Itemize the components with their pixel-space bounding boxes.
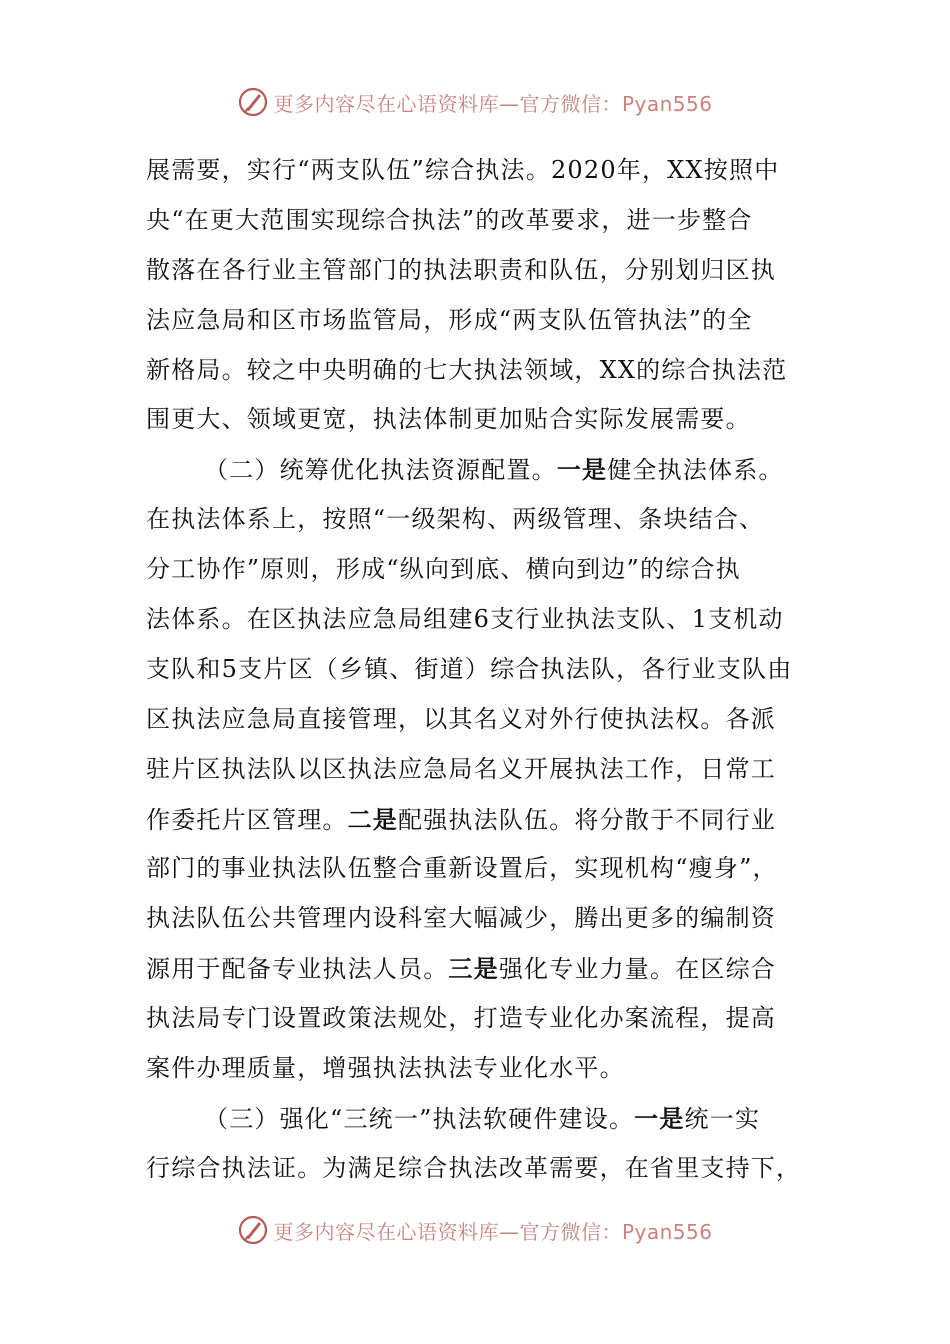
- text-line: [146, 595, 806, 645]
- bold-lead-text: 三是: [448, 954, 499, 984]
- bold-lead-text: 一是: [634, 1103, 685, 1133]
- text-span: 新格局。较之中央明确的七大执法领域，XX的综合执法范: [146, 355, 788, 384]
- text-span: 执法局专门设置政策法规处，打造专业化办案流程，提高: [146, 1004, 776, 1033]
- text-span: 散落在各行业主管部门的执法职责和队伍，分别划归区执: [146, 255, 776, 284]
- bold-lead-text: 二是: [347, 804, 399, 834]
- text-span: 支队和5支片区（乡镇、街道）综合执法队，各行业支队由: [146, 654, 793, 683]
- bold-lead-text: 一是: [556, 455, 608, 485]
- text-span: 健全执法体系。: [607, 456, 784, 485]
- text-span: 源用于配备专业执法人员。: [146, 955, 449, 984]
- text-line: [146, 795, 806, 845]
- text-line: [146, 695, 806, 745]
- quill-logo-icon: [237, 86, 269, 118]
- text-span: 分工协作”原则，形成“纵向到底、横向到边”的综合执: [146, 555, 741, 584]
- document-body: [146, 146, 806, 1194]
- text-line: [146, 745, 806, 795]
- header-watermark-banner: [0, 82, 950, 122]
- text-span: 展需要，实行“两支队伍”综合执法。2020年，XX按照中: [146, 156, 780, 184]
- text-span: 行综合执法证。为满足综合执法改革需要，在省里支持下，: [146, 1153, 802, 1182]
- text-span: 作委托片区管理。: [146, 805, 348, 834]
- text-span: 统一实: [684, 1104, 761, 1133]
- text-line: [146, 1044, 806, 1094]
- text-span: 配强执法队伍。将分散于不同行业: [398, 805, 777, 834]
- text-line: [146, 395, 806, 445]
- text-span: 驻片区执法队以区执法应急局名义开展执法工作，日常工: [146, 754, 776, 783]
- text-span: 区执法应急局直接管理，以其名义对外行使执法权。各派: [146, 704, 776, 733]
- text-line: [146, 246, 806, 296]
- text-line: [146, 1094, 806, 1144]
- text-line: [146, 844, 806, 894]
- text-span: 案件办理质量，增强执法执法专业化水平。: [146, 1054, 625, 1083]
- text-span: 部门的事业执法队伍整合重新设置后，实现机构“瘦身”，: [146, 854, 778, 883]
- text-line: [146, 196, 806, 246]
- text-line: [146, 445, 806, 495]
- text-span: （三）强化“三统一”执法软硬件建设。: [204, 1104, 635, 1133]
- text-line: [146, 346, 806, 396]
- footer-watermark-text: 更多内容尽在心语资料库—官方微信：Pyan556: [273, 1219, 713, 1244]
- text-line: [146, 296, 806, 346]
- text-span: 围更大、领域更宽，执法体制更加贴合实际发展需要。: [146, 405, 751, 434]
- text-span: 执法队伍公共管理内设科室大幅减少，腾出更多的编制资: [146, 904, 776, 933]
- text-span: 强化专业力量。在区综合: [498, 955, 777, 984]
- quill-logo-icon: [237, 1214, 269, 1246]
- text-line: [146, 146, 806, 196]
- text-span: 在执法体系上，按照“一级架构、两级管理、条块结合、: [146, 505, 765, 534]
- text-span: 法应急局和区市场监管局，形成“两支队伍管执法”的全: [146, 305, 753, 334]
- text-line: [146, 545, 806, 595]
- text-span: （二）统筹优化执法资源配置。: [204, 456, 557, 485]
- text-line: [146, 994, 806, 1044]
- text-line: [146, 645, 806, 695]
- text-line: [146, 1144, 806, 1194]
- text-span: 法体系。在区执法应急局组建6支行业执法支队、1支机动: [146, 605, 784, 634]
- text-line: [146, 495, 806, 545]
- footer-watermark-banner: [0, 1210, 950, 1250]
- text-span: 央“在更大范围实现综合执法”的改革要求，进一步整合: [146, 205, 753, 234]
- text-line: [146, 894, 806, 944]
- header-watermark-text: 更多内容尽在心语资料库—官方微信：Pyan556: [273, 91, 713, 116]
- text-line: [146, 944, 806, 994]
